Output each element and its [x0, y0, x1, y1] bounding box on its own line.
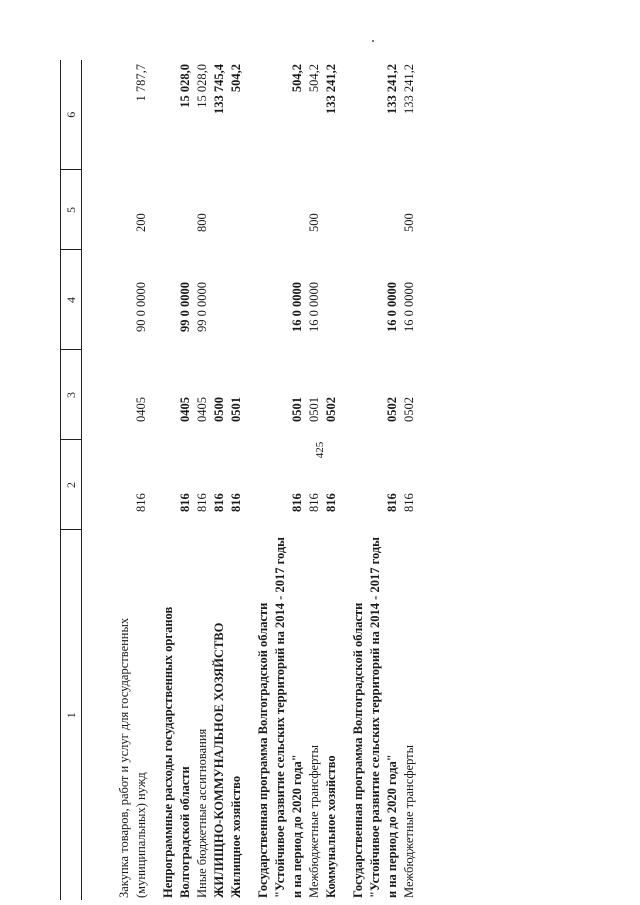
cell-ministry-code: 816 — [385, 493, 399, 512]
cell-name: Непрограммные расходы государственных органов Волгоградской области — [161, 606, 192, 898]
cell-amount: 133 241,2 — [385, 64, 399, 114]
cell-target-code: 16 0 0000 — [307, 282, 321, 332]
table-row — [350, 60, 401, 900]
table-row — [401, 60, 418, 900]
cell-target-code: 16 0 0000 — [402, 282, 416, 332]
table-row — [228, 60, 245, 900]
cell-section-code: 0501 — [290, 397, 304, 422]
table-body — [82, 60, 419, 900]
table-row — [160, 60, 194, 900]
cell-name: Коммунальное хозяйство — [324, 755, 338, 898]
cell-target-code: 16 0 0000 — [290, 282, 304, 332]
cell-section-code: 0405 — [134, 397, 148, 422]
table-row — [211, 60, 228, 900]
cell-amount: 1 787,7 — [134, 64, 148, 102]
cell-expense-type — [350, 170, 401, 250]
cell-amount: 15 028,0 — [195, 64, 209, 108]
cell-expense-type — [228, 170, 245, 250]
cell-section-code: 0405 — [178, 397, 192, 422]
cell-name: Жилищное хозяйство — [229, 775, 243, 898]
cell-name: Государственная программа Волгоградской области "Устойчивое развитие сельских территорий на 2014 - 2017 годы и на период до 2020 года" — [256, 537, 304, 898]
table-row — [194, 60, 211, 900]
cell-section-code: 0502 — [402, 397, 416, 422]
cell-amount: 133 745,4 — [212, 64, 226, 114]
cell-section-code: 0502 — [385, 397, 399, 422]
cell-target-code: 16 0 0000 — [385, 282, 399, 332]
table-row — [82, 60, 151, 900]
cell-target-code: 99 0 0000 — [178, 282, 192, 332]
cell-amount: 133 241,2 — [324, 64, 338, 114]
column-header: 6 — [61, 60, 82, 170]
spacer-cell — [340, 60, 350, 900]
cell-ministry-code: 816 — [402, 493, 416, 512]
page-number: 425 — [314, 441, 326, 459]
cell-target-code: 99 0 0000 — [195, 282, 209, 332]
cell-ministry-code: 816 — [229, 493, 243, 512]
table-row — [306, 60, 323, 900]
cell-expense-type: 200 — [134, 213, 148, 232]
table-row — [323, 60, 340, 900]
cell-amount: 504,2 — [307, 64, 321, 93]
cell-ministry-code: 816 — [195, 493, 209, 512]
column-header: 1 — [61, 530, 82, 900]
cell-name: ЖИЛИЩНО-КОММУНАЛЬНОЕ ХОЗЯЙСТВО — [212, 622, 226, 898]
cell-section-code: 0502 — [324, 397, 338, 422]
cell-section-code: 0405 — [195, 397, 209, 422]
cell-expense-type — [160, 170, 194, 250]
cell-expense-type — [323, 170, 340, 250]
cell-amount: 133 241,2 — [402, 64, 416, 114]
cell-target-code: 90 0 0000 — [134, 282, 148, 332]
cell-name: Межбюджетные трансферты — [307, 744, 321, 898]
row-spacer — [150, 60, 160, 900]
cell-ministry-code: 816 — [307, 493, 321, 512]
cell-expense-type: 800 — [195, 213, 209, 232]
cell-ministry-code: 816 — [134, 493, 148, 512]
cell-ministry-code: 816 — [212, 493, 226, 512]
column-header: 3 — [61, 350, 82, 440]
column-header: 4 — [61, 250, 82, 350]
table-row — [255, 60, 306, 900]
cell-name: Государственная программа Волгоградской области "Устойчивое развитие сельских территорий на 2014 - 2017 годы и на период до 2020 года" — [351, 537, 399, 898]
cell-amount: 15 028,0 — [178, 64, 192, 108]
cell-target-code — [211, 250, 228, 350]
cell-ministry-code: 816 — [324, 493, 338, 512]
header-row — [61, 60, 82, 900]
cell-name: Межбюджетные трансферты — [402, 744, 416, 898]
cell-target-code — [228, 250, 245, 350]
cell-section-code: 0501 — [229, 397, 243, 422]
cell-target-code — [323, 250, 340, 350]
column-header: 2 — [61, 440, 82, 530]
cell-section-code: 0500 — [212, 397, 226, 422]
budget-table — [60, 60, 418, 900]
cell-name: Иные бюджетные ассигнования — [195, 728, 209, 898]
scan-speck — [372, 40, 374, 42]
row-spacer — [340, 60, 350, 900]
cell-expense-type: 500 — [307, 213, 321, 232]
cell-expense-type — [255, 170, 306, 250]
spacer-cell — [245, 60, 255, 900]
cell-expense-type — [211, 170, 228, 250]
cell-ministry-code: 816 — [290, 493, 304, 512]
cell-section-code: 0501 — [307, 397, 321, 422]
cell-ministry-code: 816 — [178, 493, 192, 512]
spacer-cell — [150, 60, 160, 900]
row-spacer — [245, 60, 255, 900]
cell-amount: 504,2 — [290, 64, 304, 93]
cell-name: Закупка товаров, работ и услуг для государственных (муниципальных) нужд — [117, 617, 148, 898]
cell-expense-type: 500 — [402, 213, 416, 232]
cell-amount: 504,2 — [229, 64, 243, 93]
budget-table-container — [60, 60, 600, 900]
column-header: 5 — [61, 170, 82, 250]
